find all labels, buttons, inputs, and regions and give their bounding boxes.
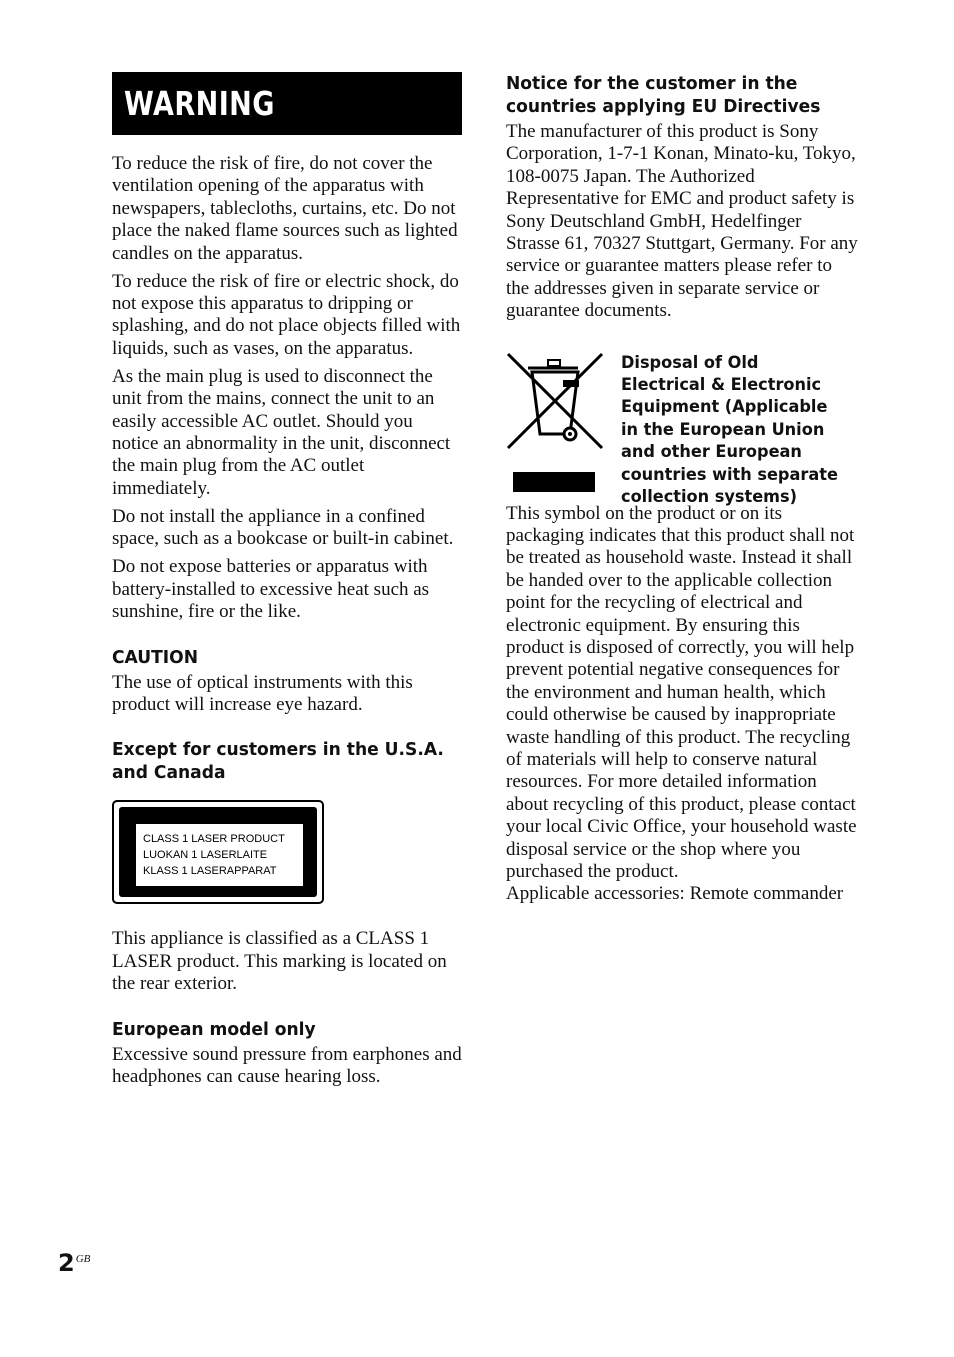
disposal-heading: Disposal of Old Electrical & Electronic Equipment (Applicable in the European Union and other European countries with separate collection systems) <box>621 352 838 508</box>
right-column <box>506 72 858 911</box>
european-heading: European model only <box>112 1018 316 1040</box>
laser-class-label <box>112 800 324 904</box>
warning-paragraph: Do not install the appliance in a confined space, such as a bookcase or built-in cabinet. <box>112 505 454 550</box>
warning-banner <box>112 72 462 135</box>
laser-label-line: CLASS 1 LASER PRODUCT <box>143 833 285 846</box>
warning-title: WARNING <box>124 84 275 123</box>
crossed-out-wheelie-bin-icon <box>506 352 621 502</box>
applicable-accessories: Applicable accessories: Remote commander <box>506 883 844 905</box>
european-text: Excessive sound pressure from earphones and headphones can cause hearing loss. <box>112 1043 462 1087</box>
eu-notice-text: The manufacturer of this product is Sony Corporation, 1-7-1 Konan, Minato-ku, Tokyo, 108-0075 Japan. The Authorized Representative for EMC and product safety is Sony Deutschland GmbH, Hedelfinger Strasse 61, 70327 Stuttgart, Germany. For any service or guarantee matters please refer to the addresses given in separate service or guarantee documents. <box>506 121 858 322</box>
warning-paragraph: To reduce the risk of fire or electric shock, do not expose this apparatus to dripping or splashing, and do not place objects filled with liquids, such as vases, on the apparatus. <box>112 270 461 359</box>
caution-heading: CAUTION <box>112 646 199 668</box>
warning-paragraph: As the main plug is used to disconnect the unit from the mains, connect the unit to an easily accessible AC outlet. Should you notice an abnormality in the unit, disconnect the main plug from the AC outlet immediately. <box>112 365 451 499</box>
page-number: $2^{GB}$ <box>58 1249 91 1277</box>
left-column <box>112 72 462 1094</box>
laser-label-line: KLASS 1 LASERAPPARAT <box>143 865 277 878</box>
warning-paragraph: Do not expose batteries or apparatus with battery-installed to excessive heat such as sunshine, fire or the like. <box>112 556 430 623</box>
caution-text: The use of optical instruments with this product will increase eye hazard. <box>112 671 413 715</box>
laser-text: This appliance is classified as a CLASS 1 LASER product. This marking is located on the rear exterior. <box>112 928 447 995</box>
warning-paragraph: To reduce the risk of fire, do not cover the ventilation opening of the apparatus with newspapers, tablecloths, curtains, etc. Do not place the naked flame sources such as lighted candles on the apparatus. <box>112 153 458 264</box>
region-code: GB <box>75 1253 91 1265</box>
laser-label-line: LUOKAN 1 LASERLAITE <box>143 849 268 862</box>
disposal-text: This symbol on the product or on its packaging indicates that this product shall not be treated as household waste. Instead it shall be handed over to the applicable collection point for the recycling of electrical and electronic equipment. By ensuring this product is disposed of correctly, you will help prevent potential negative consequences for the environment and human health, which could otherwise be caused by inappropriate waste handling of this product. The recycling of materials will help to conserve natural resources. For more detailed information about recycling of this product, please contact your local Civic Office, your household waste disposal service or the shop where you purchased the product. <box>506 502 857 882</box>
laser-heading: Except for customers in the U.S.A. and Canada <box>112 739 444 784</box>
disposal-header <box>506 352 858 509</box>
eu-notice-heading: Notice for the customer in the countries applying EU Directives <box>506 73 821 117</box>
